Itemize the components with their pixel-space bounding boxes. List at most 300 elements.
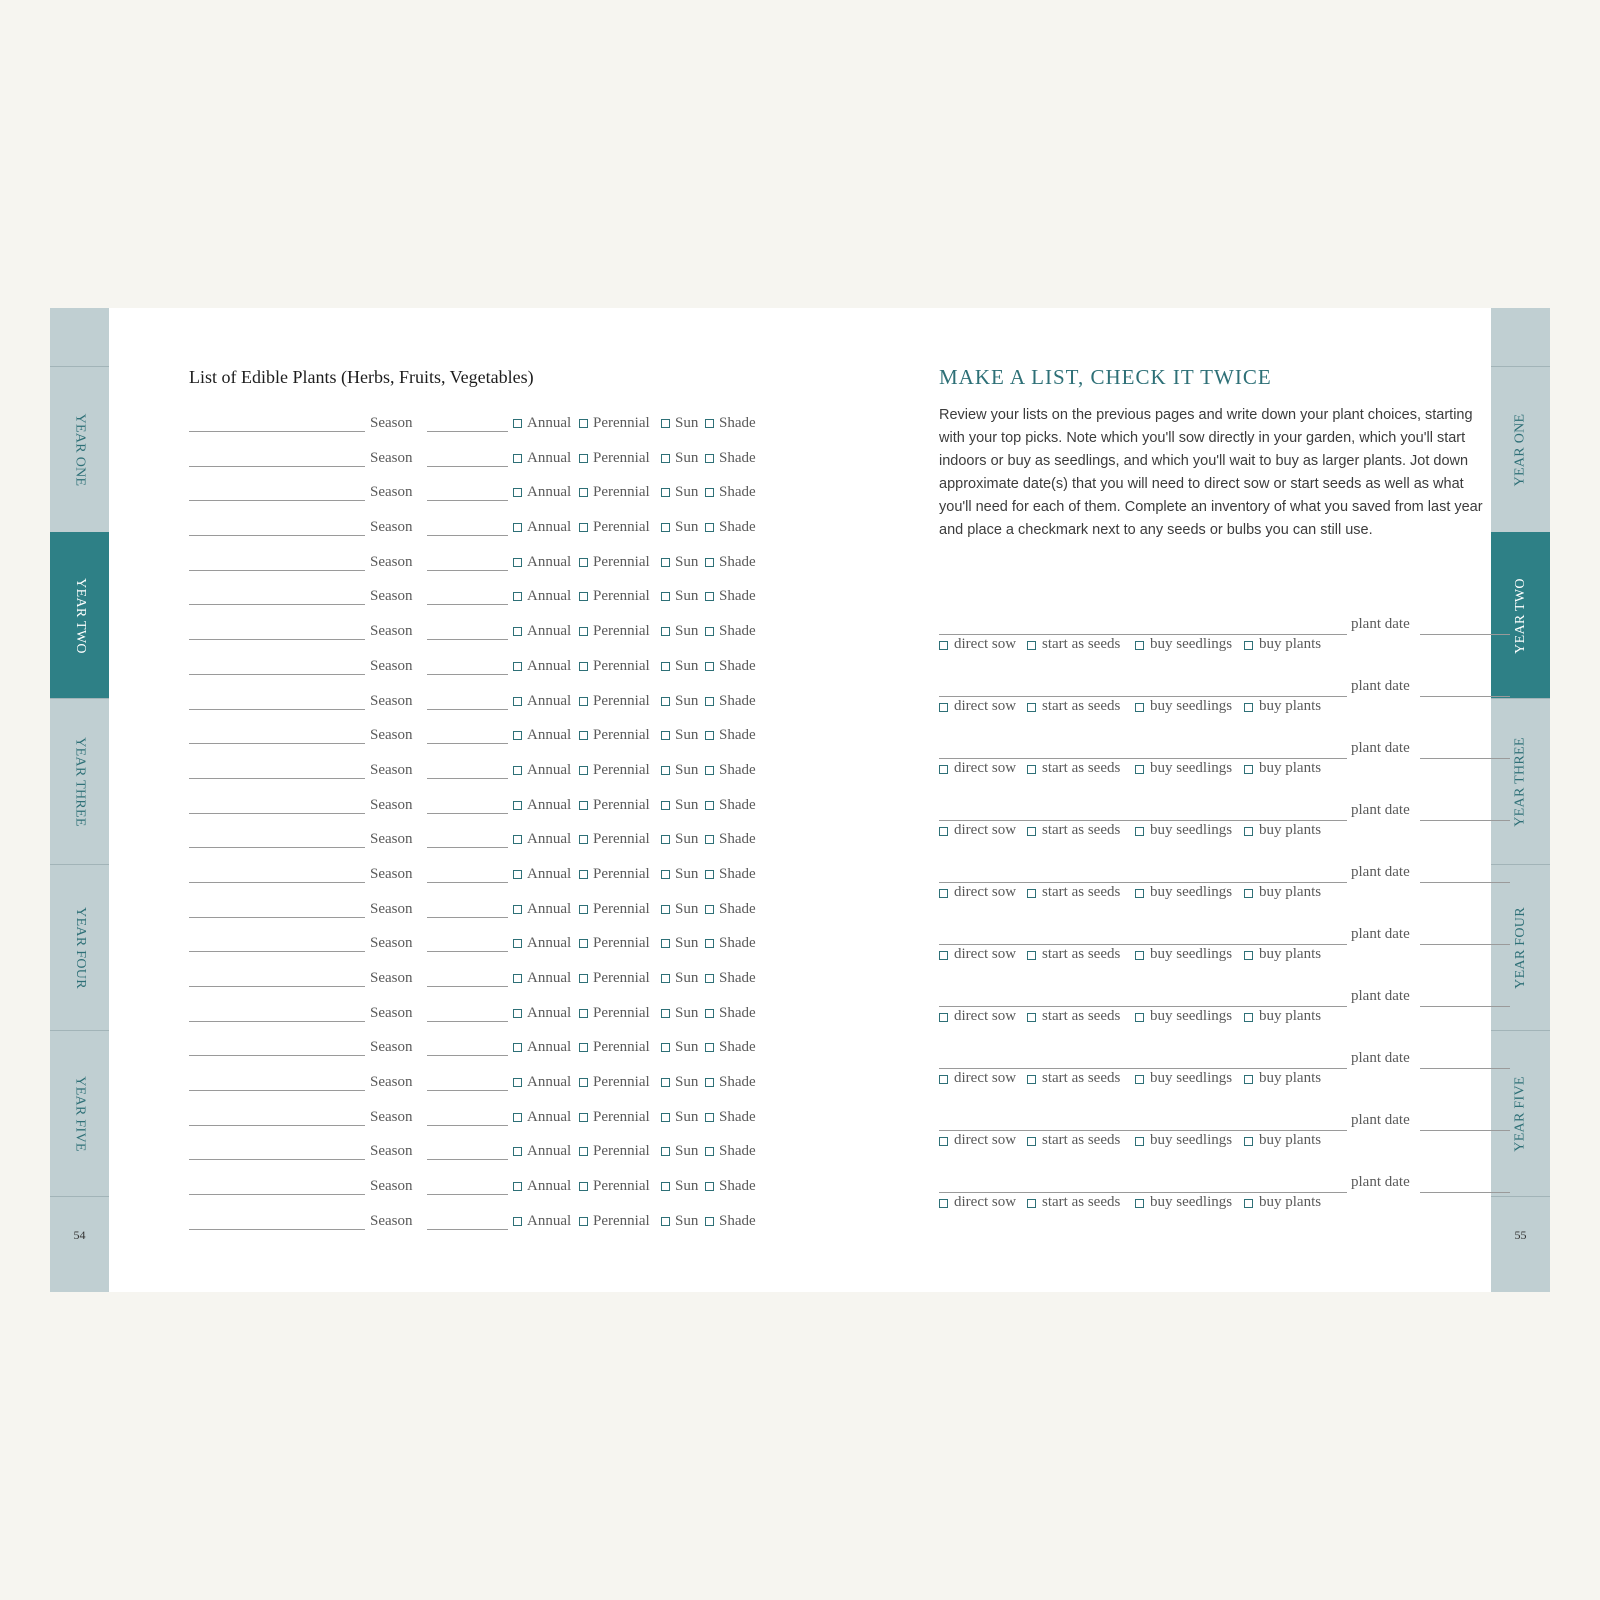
buy-seedlings-checkbox[interactable] [1135, 1199, 1144, 1208]
perennial-label: Perennial [593, 1108, 650, 1125]
annual-checkbox[interactable] [513, 662, 522, 671]
direct-sow-checkbox[interactable] [939, 641, 948, 650]
season-line[interactable] [427, 604, 508, 605]
shade-checkbox[interactable] [705, 1078, 714, 1087]
direct-sow-checkbox[interactable] [939, 1137, 948, 1146]
annual-checkbox[interactable] [513, 1043, 522, 1052]
plant-row [189, 897, 789, 932]
season-label: Season [370, 484, 413, 501]
tab-year-two[interactable] [50, 532, 109, 698]
sun-checkbox[interactable] [661, 662, 670, 671]
season-line[interactable] [427, 986, 508, 987]
season-line[interactable] [427, 674, 508, 675]
plant-date-line[interactable] [1420, 758, 1510, 759]
start-as-seeds-checkbox[interactable] [1027, 703, 1036, 712]
sun-checkbox[interactable] [661, 870, 670, 879]
annual-checkbox[interactable] [513, 974, 522, 983]
season-line[interactable] [427, 1055, 508, 1056]
buy-plants-checkbox[interactable] [1244, 889, 1253, 898]
start-as-seeds-label: start as seeds [1042, 1194, 1121, 1210]
shade-checkbox[interactable] [705, 454, 714, 463]
perennial-checkbox[interactable] [579, 870, 588, 879]
shade-checkbox[interactable] [705, 488, 714, 497]
plant-name-line[interactable] [189, 570, 365, 571]
left-tab-strip [50, 308, 109, 1292]
plant-row [189, 1174, 789, 1209]
direct-sow-label: direct sow [954, 1070, 1017, 1086]
perennial-checkbox[interactable] [579, 835, 588, 844]
shade-checkbox[interactable] [705, 905, 714, 914]
buy-seedlings-label: buy seedlings [1150, 1132, 1233, 1148]
season-line[interactable] [427, 1194, 508, 1195]
plant-date-line[interactable] [1420, 944, 1510, 945]
buy-plants-checkbox[interactable] [1244, 765, 1253, 774]
perennial-checkbox[interactable] [579, 939, 588, 948]
plant-name-line[interactable] [189, 709, 365, 710]
plant-date-line[interactable] [1420, 634, 1510, 635]
season-label: Season [370, 623, 413, 640]
perennial-checkbox[interactable] [579, 766, 588, 775]
plant-date-label: plant date [1351, 740, 1410, 756]
sun-checkbox[interactable] [661, 801, 670, 810]
plant-name-line[interactable] [189, 639, 365, 640]
sun-label: Sun [675, 1108, 699, 1125]
buy-plants-checkbox[interactable] [1244, 703, 1253, 712]
shade-checkbox[interactable] [705, 592, 714, 601]
season-label: Season [370, 761, 413, 778]
shade-label: Shade [719, 761, 756, 778]
season-line[interactable] [427, 709, 508, 710]
sun-label: Sun [675, 588, 699, 605]
plant-name-line[interactable] [189, 917, 365, 918]
sun-checkbox[interactable] [661, 731, 670, 740]
perennial-checkbox[interactable] [579, 419, 588, 428]
season-line[interactable] [427, 431, 508, 432]
annual-checkbox[interactable] [513, 488, 522, 497]
plant-name-line[interactable] [189, 500, 365, 501]
tab-year-one[interactable] [1491, 366, 1550, 532]
perennial-label: Perennial [593, 727, 650, 744]
season-label: Season [370, 1074, 413, 1091]
buy-seedlings-checkbox[interactable] [1135, 1013, 1144, 1022]
annual-label: Annual [527, 796, 572, 813]
buy-seedlings-checkbox[interactable] [1135, 889, 1144, 898]
sun-checkbox[interactable] [661, 1113, 670, 1122]
plant-name-line[interactable] [189, 535, 365, 536]
buy-seedlings-checkbox[interactable] [1135, 1137, 1144, 1146]
season-label: Season [370, 1178, 413, 1195]
buy-seedlings-label: buy seedlings [1150, 946, 1233, 962]
sun-checkbox[interactable] [661, 523, 670, 532]
annual-checkbox[interactable] [513, 1113, 522, 1122]
plant-name-line[interactable] [189, 604, 365, 605]
annual-checkbox[interactable] [513, 1217, 522, 1226]
season-line[interactable] [427, 466, 508, 467]
perennial-checkbox[interactable] [579, 974, 588, 983]
tab-label: YEAR FIVE [1512, 1075, 1528, 1152]
buy-seedlings-checkbox[interactable] [1135, 827, 1144, 836]
sun-label: Sun [675, 623, 699, 640]
plant-row [189, 446, 789, 481]
direct-sow-label: direct sow [954, 946, 1017, 962]
plant-row [189, 515, 789, 550]
buy-seedlings-checkbox[interactable] [1135, 1075, 1144, 1084]
plant-name-line[interactable] [189, 1090, 365, 1091]
perennial-checkbox[interactable] [579, 1147, 588, 1156]
season-label: Season [370, 1004, 413, 1021]
plant-date-line[interactable] [1420, 1068, 1510, 1069]
sun-checkbox[interactable] [661, 766, 670, 775]
shade-checkbox[interactable] [705, 523, 714, 532]
buy-plants-checkbox[interactable] [1244, 1137, 1253, 1146]
plant-row [189, 862, 789, 897]
perennial-label: Perennial [593, 1212, 650, 1229]
perennial-checkbox[interactable] [579, 801, 588, 810]
buy-plants-label: buy plants [1259, 1132, 1322, 1148]
annual-checkbox[interactable] [513, 558, 522, 567]
perennial-label: Perennial [593, 1004, 650, 1021]
sun-checkbox[interactable] [661, 905, 670, 914]
plant-name-line[interactable] [939, 1130, 1347, 1131]
page-number: 55 [1514, 1228, 1527, 1242]
perennial-checkbox[interactable] [579, 1078, 588, 1087]
shade-label: Shade [719, 1143, 756, 1160]
direct-sow-checkbox[interactable] [939, 1199, 948, 1208]
sun-checkbox[interactable] [661, 558, 670, 567]
shade-checkbox[interactable] [705, 801, 714, 810]
plant-name-line[interactable] [939, 820, 1347, 821]
shade-checkbox[interactable] [705, 1113, 714, 1122]
tab-label: YEAR FOUR [72, 906, 88, 989]
perennial-checkbox[interactable] [579, 558, 588, 567]
plant-row [189, 1209, 789, 1244]
season-line[interactable] [427, 778, 508, 779]
start-as-seeds-checkbox[interactable] [1027, 1199, 1036, 1208]
perennial-checkbox[interactable] [579, 1182, 588, 1191]
season-line[interactable] [427, 1090, 508, 1091]
perennial-checkbox[interactable] [579, 1217, 588, 1226]
perennial-checkbox[interactable] [579, 697, 588, 706]
sun-checkbox[interactable] [661, 974, 670, 983]
plant-name-line[interactable] [189, 813, 365, 814]
start-as-seeds-label: start as seeds [1042, 698, 1121, 714]
plant-row [189, 931, 789, 966]
plant-date-line[interactable] [1420, 696, 1510, 697]
plant-name-line[interactable] [939, 634, 1347, 635]
perennial-checkbox[interactable] [579, 1113, 588, 1122]
annual-checkbox[interactable] [513, 731, 522, 740]
perennial-checkbox[interactable] [579, 1043, 588, 1052]
shade-checkbox[interactable] [705, 1217, 714, 1226]
sun-label: Sun [675, 970, 699, 986]
tab-year-five[interactable] [50, 1030, 109, 1196]
plant-name-line[interactable] [939, 882, 1347, 883]
season-line[interactable] [427, 951, 508, 952]
shade-checkbox[interactable] [705, 697, 714, 706]
sun-checkbox[interactable] [661, 1182, 670, 1191]
sun-label: Sun [675, 519, 699, 536]
season-line[interactable] [427, 882, 508, 883]
sun-label: Sun [675, 553, 699, 570]
shade-label: Shade [719, 1178, 756, 1195]
perennial-label: Perennial [593, 1143, 650, 1160]
annual-checkbox[interactable] [513, 523, 522, 532]
buy-plants-checkbox[interactable] [1244, 1075, 1253, 1084]
start-as-seeds-label: start as seeds [1042, 636, 1121, 652]
sun-label: Sun [675, 657, 699, 674]
annual-checkbox[interactable] [513, 905, 522, 914]
direct-sow-checkbox[interactable] [939, 1013, 948, 1022]
perennial-checkbox[interactable] [579, 662, 588, 671]
annual-checkbox[interactable] [513, 454, 522, 463]
season-line[interactable] [427, 917, 508, 918]
start-as-seeds-label: start as seeds [1042, 760, 1121, 776]
plant-row [189, 1070, 789, 1105]
shade-checkbox[interactable] [705, 558, 714, 567]
start-as-seeds-checkbox[interactable] [1027, 765, 1036, 774]
start-as-seeds-checkbox[interactable] [1027, 641, 1036, 650]
perennial-checkbox[interactable] [579, 488, 588, 497]
perennial-checkbox[interactable] [579, 627, 588, 636]
shade-checkbox[interactable] [705, 662, 714, 671]
buy-seedlings-checkbox[interactable] [1135, 951, 1144, 960]
sun-checkbox[interactable] [661, 835, 670, 844]
plant-name-line[interactable] [189, 986, 365, 987]
plant-name-line[interactable] [189, 778, 365, 779]
season-line[interactable] [427, 1125, 508, 1126]
plant-name-line[interactable] [939, 758, 1347, 759]
sun-checkbox[interactable] [661, 592, 670, 601]
plant-name-line[interactable] [189, 466, 365, 467]
plant-name-line[interactable] [189, 1159, 365, 1160]
plant-name-line[interactable] [189, 1125, 365, 1126]
season-line[interactable] [427, 1159, 508, 1160]
plant-name-line[interactable] [189, 882, 365, 883]
perennial-checkbox[interactable] [579, 454, 588, 463]
annual-label: Annual [527, 1178, 572, 1195]
plant-choice-entry [939, 799, 1511, 861]
annual-checkbox[interactable] [513, 1009, 522, 1018]
tab-label: YEAR ONE [72, 413, 88, 486]
sun-label: Sun [675, 692, 699, 709]
start-as-seeds-checkbox[interactable] [1027, 1013, 1036, 1022]
sun-checkbox[interactable] [661, 1078, 670, 1087]
annual-checkbox[interactable] [513, 1078, 522, 1087]
plant-date-line[interactable] [1420, 820, 1510, 821]
annual-checkbox[interactable] [513, 766, 522, 775]
direct-sow-checkbox[interactable] [939, 765, 948, 774]
shade-checkbox[interactable] [705, 1043, 714, 1052]
plant-name-line[interactable] [189, 1194, 365, 1195]
season-line[interactable] [427, 813, 508, 814]
season-line[interactable] [427, 570, 508, 571]
season-label: Season [370, 1108, 413, 1125]
direct-sow-checkbox[interactable] [939, 889, 948, 898]
plant-name-line[interactable] [939, 1068, 1347, 1069]
buy-seedlings-label: buy seedlings [1150, 884, 1233, 900]
buy-plants-checkbox[interactable] [1244, 827, 1253, 836]
shade-label: Shade [719, 900, 756, 917]
buy-plants-checkbox[interactable] [1244, 951, 1253, 960]
annual-checkbox[interactable] [513, 1182, 522, 1191]
direct-sow-checkbox[interactable] [939, 1075, 948, 1084]
annual-label: Annual [527, 727, 572, 744]
perennial-label: Perennial [593, 831, 650, 848]
start-as-seeds-checkbox[interactable] [1027, 827, 1036, 836]
perennial-label: Perennial [593, 692, 650, 709]
shade-label: Shade [719, 796, 756, 813]
plant-date-label: plant date [1351, 1050, 1410, 1066]
season-line[interactable] [427, 500, 508, 501]
shade-checkbox[interactable] [705, 1009, 714, 1018]
annual-checkbox[interactable] [513, 1147, 522, 1156]
buy-plants-label: buy plants [1259, 636, 1322, 652]
annual-checkbox[interactable] [513, 835, 522, 844]
plant-date-line[interactable] [1420, 1192, 1510, 1193]
shade-checkbox[interactable] [705, 1147, 714, 1156]
season-line[interactable] [427, 535, 508, 536]
buy-seedlings-checkbox[interactable] [1135, 765, 1144, 774]
annual-checkbox[interactable] [513, 870, 522, 879]
annual-checkbox[interactable] [513, 419, 522, 428]
shade-checkbox[interactable] [705, 419, 714, 428]
season-line[interactable] [427, 1229, 508, 1230]
tab-year-one[interactable] [50, 366, 109, 532]
direct-sow-checkbox[interactable] [939, 703, 948, 712]
plant-name-line[interactable] [189, 431, 365, 432]
sun-checkbox[interactable] [661, 488, 670, 497]
plant-name-line[interactable] [939, 696, 1347, 697]
shade-checkbox[interactable] [705, 870, 714, 879]
shade-label: Shade [719, 935, 756, 952]
plant-date-line[interactable] [1420, 882, 1510, 883]
shade-checkbox[interactable] [705, 627, 714, 636]
plant-name-line[interactable] [939, 1006, 1347, 1007]
shade-checkbox[interactable] [705, 766, 714, 775]
plant-name-line[interactable] [189, 743, 365, 744]
buy-seedlings-label: buy seedlings [1150, 698, 1233, 714]
annual-label: Annual [527, 449, 572, 466]
sun-checkbox[interactable] [661, 1043, 670, 1052]
sun-label: Sun [675, 935, 699, 952]
buy-seedlings-checkbox[interactable] [1135, 641, 1144, 650]
annual-checkbox[interactable] [513, 627, 522, 636]
perennial-label: Perennial [593, 1178, 650, 1195]
buy-plants-checkbox[interactable] [1244, 1013, 1253, 1022]
direct-sow-checkbox[interactable] [939, 827, 948, 836]
plant-row [189, 827, 789, 862]
sun-checkbox[interactable] [661, 1009, 670, 1018]
annual-checkbox[interactable] [513, 592, 522, 601]
perennial-checkbox[interactable] [579, 523, 588, 532]
annual-label: Annual [527, 692, 572, 709]
shade-checkbox[interactable] [705, 731, 714, 740]
shade-label: Shade [719, 415, 756, 431]
shade-label: Shade [719, 449, 756, 466]
sun-checkbox[interactable] [661, 454, 670, 463]
annual-checkbox[interactable] [513, 801, 522, 810]
plant-row [189, 966, 789, 1001]
start-as-seeds-checkbox[interactable] [1027, 951, 1036, 960]
plant-name-line[interactable] [189, 847, 365, 848]
plant-choice-entry [939, 1171, 1511, 1233]
sun-label: Sun [675, 865, 699, 882]
direct-sow-label: direct sow [954, 1132, 1017, 1148]
page-number: 54 [73, 1228, 86, 1242]
direct-sow-label: direct sow [954, 1008, 1017, 1024]
plant-name-line[interactable] [939, 944, 1347, 945]
plant-date-line[interactable] [1420, 1130, 1510, 1131]
start-as-seeds-checkbox[interactable] [1027, 1075, 1036, 1084]
perennial-label: Perennial [593, 588, 650, 605]
season-label: Season [370, 970, 413, 986]
annual-checkbox[interactable] [513, 939, 522, 948]
tab-year-four[interactable] [50, 864, 109, 1030]
direct-sow-checkbox[interactable] [939, 951, 948, 960]
buy-seedlings-checkbox[interactable] [1135, 703, 1144, 712]
plant-row [189, 758, 789, 793]
sun-checkbox[interactable] [661, 1217, 670, 1226]
annual-checkbox[interactable] [513, 697, 522, 706]
perennial-checkbox[interactable] [579, 731, 588, 740]
sun-checkbox[interactable] [661, 1147, 670, 1156]
shade-label: Shade [719, 1074, 756, 1091]
direct-sow-label: direct sow [954, 698, 1017, 714]
shade-checkbox[interactable] [705, 835, 714, 844]
shade-label: Shade [719, 1004, 756, 1021]
plant-date-line[interactable] [1420, 1006, 1510, 1007]
shade-label: Shade [719, 1212, 756, 1229]
season-line[interactable] [427, 847, 508, 848]
sun-checkbox[interactable] [661, 419, 670, 428]
tab-year-three[interactable] [50, 698, 109, 864]
buy-plants-checkbox[interactable] [1244, 641, 1253, 650]
plant-date-label: plant date [1351, 926, 1410, 942]
plant-row [189, 654, 789, 689]
shade-checkbox[interactable] [705, 939, 714, 948]
start-as-seeds-checkbox[interactable] [1027, 889, 1036, 898]
sun-checkbox[interactable] [661, 627, 670, 636]
plant-name-line[interactable] [189, 1021, 365, 1022]
buy-seedlings-label: buy seedlings [1150, 822, 1233, 838]
buy-seedlings-label: buy seedlings [1150, 760, 1233, 776]
season-line[interactable] [427, 743, 508, 744]
plant-name-line[interactable] [189, 1055, 365, 1056]
shade-checkbox[interactable] [705, 1182, 714, 1191]
plant-name-line[interactable] [189, 951, 365, 952]
sun-checkbox[interactable] [661, 697, 670, 706]
start-as-seeds-checkbox[interactable] [1027, 1137, 1036, 1146]
buy-plants-checkbox[interactable] [1244, 1199, 1253, 1208]
perennial-checkbox[interactable] [579, 1009, 588, 1018]
annual-label: Annual [527, 900, 572, 917]
plant-name-line[interactable] [939, 1192, 1347, 1193]
buy-seedlings-label: buy seedlings [1150, 636, 1233, 652]
perennial-checkbox[interactable] [579, 592, 588, 601]
plant-name-line[interactable] [189, 674, 365, 675]
plant-name-line[interactable] [189, 1229, 365, 1230]
plant-row [189, 480, 789, 515]
season-line[interactable] [427, 639, 508, 640]
season-label: Season [370, 796, 413, 813]
season-label: Season [370, 657, 413, 674]
sun-checkbox[interactable] [661, 939, 670, 948]
sun-label: Sun [675, 484, 699, 501]
shade-checkbox[interactable] [705, 974, 714, 983]
season-line[interactable] [427, 1021, 508, 1022]
perennial-checkbox[interactable] [579, 905, 588, 914]
sun-label: Sun [675, 727, 699, 744]
